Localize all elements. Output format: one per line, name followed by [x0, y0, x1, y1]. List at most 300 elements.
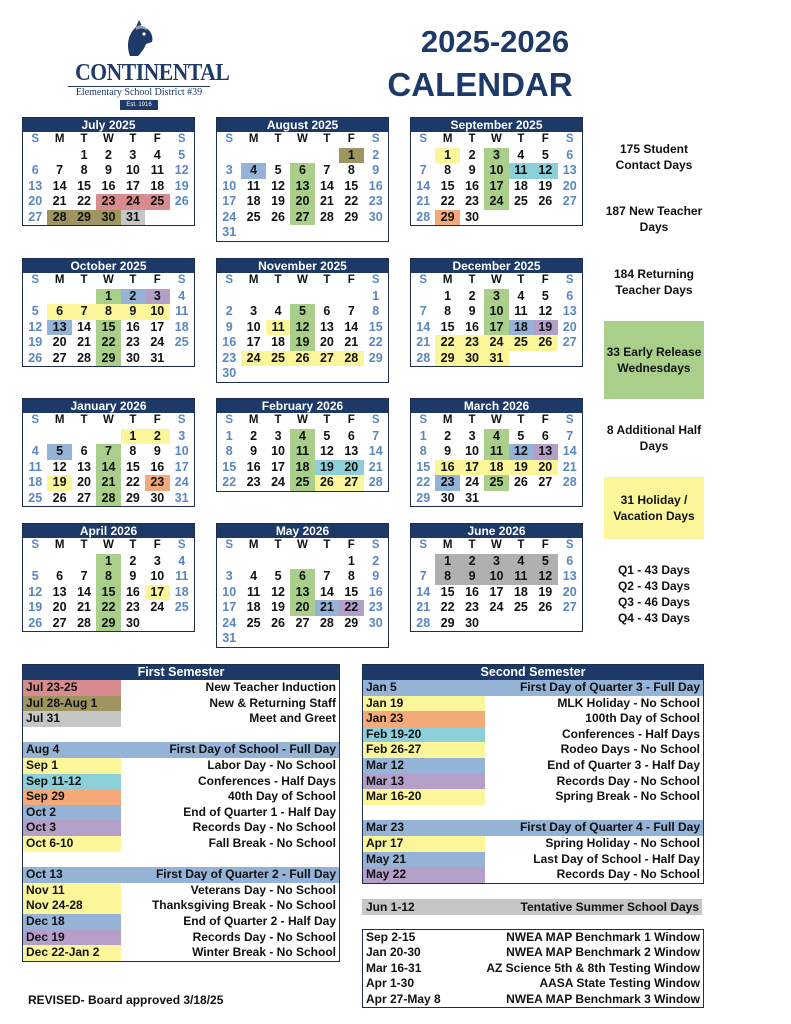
calendar-day: 25	[513, 194, 528, 208]
calendar-day: 27	[562, 194, 577, 208]
calendar-day: 23	[125, 335, 140, 349]
weekday-label: T	[80, 414, 88, 426]
weekday-label: M	[54, 414, 65, 426]
calendar-day: 8	[80, 163, 88, 177]
calendar-day: 15	[344, 584, 359, 599]
event-label: Records Day - No School	[192, 820, 336, 835]
summary-q3: Q3 - 46 Days	[617, 595, 691, 609]
calendar-day: 14	[77, 319, 91, 334]
calendar-day: 7	[419, 163, 427, 177]
calendar-day: 30	[460, 351, 484, 367]
summer-school-label: Tentative Summer School Days	[520, 900, 699, 914]
calendar-day: 29	[368, 350, 383, 365]
week-row	[217, 304, 388, 320]
calendar-day: 25	[28, 490, 43, 505]
calendar-empty-cell	[241, 366, 265, 382]
calendar-day: 20	[562, 584, 577, 599]
weekday-label: T	[323, 539, 331, 551]
calendar-day: 5	[47, 444, 71, 460]
calendar-empty-cell	[72, 554, 96, 570]
calendar-day: 29	[96, 351, 120, 367]
calendar-day: 1	[419, 428, 427, 443]
calendar-day: 28	[562, 475, 577, 489]
calendar-day: 6	[566, 147, 574, 162]
calendar-day: 20	[339, 460, 363, 476]
weekday-header-row	[411, 132, 582, 148]
calendar-day: 18	[290, 460, 314, 476]
calendar-day: 29	[344, 615, 359, 630]
calendar-day: 22	[440, 600, 455, 614]
calendar-day: 1	[96, 554, 120, 570]
weekday-label: T	[323, 414, 331, 426]
calendar-day: 6	[541, 428, 549, 443]
calendar-day: 2	[105, 147, 112, 162]
calendar-empty-cell	[217, 289, 241, 305]
calendar-day: 18	[246, 194, 261, 208]
weekday-label: S	[419, 274, 428, 286]
week-row	[217, 320, 388, 336]
weekday-label: T	[80, 274, 88, 286]
weekday-label: S	[31, 133, 40, 145]
weekday-label: S	[371, 414, 380, 426]
weekday-label: W	[297, 274, 308, 286]
calendar-day: 30	[150, 490, 165, 505]
calendar-day: 22	[435, 335, 459, 351]
calendar-day: 13	[319, 319, 334, 334]
calendar-day: 1	[225, 428, 233, 443]
calendar-day: 9	[444, 444, 452, 458]
calendar-day: 21	[52, 194, 67, 208]
event-label: Rodeo Days - No School	[560, 742, 700, 757]
month-title: June 2026	[411, 524, 582, 538]
calendar-day: 14	[52, 178, 67, 193]
calendar-day: 11	[266, 320, 290, 336]
weekday-label: M	[442, 133, 453, 145]
calendar-day: 14	[562, 444, 577, 458]
event-date: Sep 11-12	[23, 774, 121, 790]
calendar-day: 11	[514, 304, 528, 318]
calendar-day: 1	[435, 148, 459, 164]
summary-student-days: 175 Student Contact Days	[615, 142, 693, 172]
first-semester-table	[22, 664, 340, 962]
calendar-day: 1	[96, 289, 120, 305]
event-date: Dec 19	[23, 930, 121, 946]
calendar-empty-cell	[315, 148, 339, 164]
revision-note: REVISED- Board approved 3/18/25	[28, 993, 224, 1007]
weekday-header-row	[411, 538, 582, 554]
calendar-day: 8	[372, 304, 380, 318]
calendar-day: 9	[250, 444, 258, 458]
calendar-day: 10	[246, 319, 261, 334]
week-row	[411, 600, 582, 616]
calendar-day: 1	[347, 553, 355, 568]
event-label: 40th Day of School	[227, 789, 336, 804]
calendar-empty-cell	[290, 289, 314, 305]
weekday-label: W	[491, 133, 502, 145]
calendar-day: 10	[125, 163, 140, 177]
logo-established: Est. 1916	[120, 100, 158, 110]
weekday-label: T	[468, 539, 476, 551]
calendar-day: 23	[222, 350, 237, 365]
calendar-day: 29	[72, 210, 96, 226]
event-row	[363, 820, 703, 836]
calendar-day: 17	[246, 335, 261, 349]
week-row	[217, 616, 388, 632]
calendar-day: 20	[533, 460, 557, 476]
calendar-day: 5	[541, 147, 549, 162]
calendar-day: 16	[435, 460, 459, 476]
month-calendar	[216, 117, 389, 242]
calendar-day: 15	[77, 178, 91, 193]
calendar-day: 13	[290, 585, 314, 601]
weekday-label: M	[442, 539, 453, 551]
calendar-empty-cell	[364, 631, 388, 647]
calendar-day: 10	[145, 304, 169, 320]
weekday-label: S	[177, 133, 186, 145]
calendar-day: 5	[31, 569, 39, 583]
weekday-label: M	[442, 414, 453, 426]
calendar-day: 26	[271, 209, 285, 224]
week-row	[411, 194, 582, 210]
week-row	[217, 366, 388, 382]
weekday-label: S	[565, 414, 574, 426]
calendar-day: 1	[339, 148, 363, 164]
calendar-empty-cell	[145, 210, 169, 226]
calendar-day: 29	[435, 351, 459, 367]
month-calendar	[216, 398, 389, 492]
calendar-day: 21	[416, 335, 431, 349]
calendar-day: 25	[484, 475, 508, 491]
calendar-day: 10	[484, 304, 508, 320]
calendar-day: 21	[77, 335, 91, 349]
testing-window-row	[363, 992, 703, 1007]
spacer-row	[363, 805, 703, 821]
month-title: March 2026	[411, 399, 582, 413]
weekday-label: F	[541, 133, 549, 145]
calendar-day: 11	[509, 569, 533, 585]
calendar-empty-cell	[266, 366, 290, 382]
calendar-day: 6	[80, 444, 88, 458]
week-row	[23, 351, 194, 367]
calendar-day: 3	[225, 163, 233, 177]
calendar-day: 24	[121, 194, 145, 210]
calendar-day: 24	[150, 335, 165, 349]
event-row	[23, 836, 339, 852]
event-label: Spring Break - No School	[555, 789, 700, 804]
weekday-label: S	[177, 539, 186, 551]
calendar-day: 24	[174, 475, 189, 489]
weekday-label: T	[129, 414, 137, 426]
calendar-empty-cell	[241, 148, 265, 164]
calendar-day: 23	[460, 335, 484, 351]
calendar-empty-cell	[290, 631, 314, 647]
event-date: Sep 1	[23, 758, 121, 774]
calendar-day: 28	[416, 209, 431, 224]
calendar-empty-cell	[315, 366, 339, 382]
month-calendar	[22, 117, 195, 226]
calendar-day: 28	[77, 350, 91, 365]
calendar-empty-cell	[509, 210, 533, 226]
calendar-empty-cell	[170, 351, 194, 367]
calendar-empty-cell	[266, 631, 290, 647]
calendar-day: 2	[372, 147, 380, 162]
event-date: Oct 6-10	[23, 836, 121, 852]
week-row	[217, 569, 388, 585]
calendar-empty-cell	[364, 225, 388, 241]
week-row	[23, 210, 194, 226]
weekday-label: W	[103, 133, 114, 145]
event-label: Records Day - No School	[192, 929, 336, 944]
calendar-day: 22	[344, 194, 359, 208]
calendar-day: 17	[222, 194, 237, 208]
week-row	[411, 163, 582, 179]
calendar-day: 20	[77, 475, 91, 489]
calendar-day: 22	[440, 194, 455, 208]
week-row	[411, 335, 582, 351]
calendar-day: 30	[125, 350, 140, 365]
calendar-day: 13	[77, 459, 91, 474]
calendar-day: 9	[105, 163, 112, 177]
calendar-empty-cell	[558, 351, 582, 367]
calendar-empty-cell	[339, 289, 363, 305]
calendar-day: 15	[344, 178, 359, 193]
weekday-label: F	[153, 133, 161, 145]
weekday-label: T	[80, 539, 88, 551]
week-row	[217, 163, 388, 179]
weekday-label: S	[419, 539, 428, 551]
event-label: New Teacher Induction	[205, 680, 336, 694]
weekday-label: M	[54, 133, 65, 145]
calendar-day: 17	[145, 585, 169, 601]
week-row	[23, 148, 194, 164]
calendar-day: 25	[509, 335, 533, 351]
weekday-label: W	[491, 414, 502, 426]
calendar-day: 23	[368, 600, 383, 614]
calendar-day: 20	[290, 194, 314, 210]
calendar-day: 24	[222, 209, 237, 224]
calendar-day: 21	[368, 459, 383, 474]
week-row	[411, 554, 582, 570]
week-row	[411, 210, 582, 226]
calendar-day: 28	[319, 615, 334, 630]
calendar-empty-cell	[484, 616, 508, 632]
calendar-day: 7	[96, 444, 120, 460]
calendar-day: 20	[319, 335, 334, 349]
calendar-day: 27	[290, 210, 314, 226]
event-date: Jan 23	[363, 711, 485, 727]
calendar-day: 15	[440, 319, 455, 334]
mustang-head-icon	[116, 18, 162, 58]
weekday-label: T	[274, 274, 282, 286]
calendar-day: 7	[80, 569, 88, 583]
calendar-day: 12	[533, 569, 557, 585]
weekday-label: F	[153, 274, 161, 286]
weekday-label: W	[297, 133, 308, 145]
week-row	[411, 429, 582, 445]
calendar-day: 16	[465, 319, 479, 334]
calendar-day: 12	[174, 163, 189, 177]
calendar-day: 28	[319, 209, 334, 224]
calendar-day: 12	[271, 584, 285, 599]
summary-q2: Q2 - 43 Days	[617, 579, 691, 593]
calendar-day: 8	[96, 304, 120, 320]
calendar-empty-cell	[315, 554, 339, 570]
event-date: Jul 31	[23, 711, 121, 727]
calendar-day: 14	[96, 460, 120, 476]
weekday-label: M	[54, 539, 65, 551]
calendar-day: 2	[468, 288, 476, 303]
month-title: July 2025	[23, 118, 194, 132]
calendar-day: 12	[28, 584, 43, 599]
event-date: Mar 16-20	[363, 789, 485, 805]
calendar-empty-cell	[170, 616, 194, 632]
calendar-day: 25	[290, 475, 314, 491]
event-label: New & Returning Staff	[209, 695, 336, 710]
calendar-day: 16	[125, 319, 140, 334]
summer-school-date: Jun 1-12	[366, 900, 415, 914]
week-row	[23, 304, 194, 320]
event-row	[363, 852, 703, 868]
calendar-day: 7	[419, 569, 427, 583]
calendar-day: 1	[121, 429, 145, 445]
calendar-day: 18	[509, 320, 533, 336]
weekday-label: T	[468, 274, 476, 286]
spacer-row	[23, 852, 339, 868]
testing-window-label: NWEA MAP Benchmark 3 Window	[506, 991, 700, 1006]
calendar-day: 27	[339, 475, 363, 491]
calendar-day: 30	[465, 615, 479, 630]
calendar-day: 27	[52, 615, 67, 630]
calendar-day: 30	[125, 615, 140, 630]
event-row	[23, 898, 339, 914]
event-row	[23, 930, 339, 946]
calendar-day: 19	[271, 194, 285, 208]
calendar-empty-cell	[266, 148, 290, 164]
event-date: Jul 23-25	[23, 680, 121, 696]
week-row	[217, 554, 388, 570]
weekday-label: S	[371, 274, 380, 286]
calendar-day: 30	[465, 209, 479, 224]
calendar-day: 11	[175, 569, 189, 583]
event-row	[363, 711, 703, 727]
week-row	[23, 194, 194, 210]
calendar-empty-cell	[170, 210, 194, 226]
calendar-day: 14	[344, 319, 359, 334]
calendar-day: 5	[31, 304, 39, 318]
event-date: Feb 26-27	[363, 742, 485, 758]
weekday-label: T	[468, 133, 476, 145]
calendar-day: 4	[484, 429, 508, 445]
calendar-day: 3	[178, 428, 186, 443]
spacer-row	[23, 727, 339, 743]
calendar-day: 2	[444, 428, 452, 443]
calendar-empty-cell	[47, 429, 71, 445]
calendar-day: 17	[484, 179, 508, 195]
calendar-day: 4	[517, 147, 525, 162]
calendar-day: 11	[290, 444, 314, 460]
calendar-empty-cell	[364, 366, 388, 382]
month-title: May 2026	[217, 524, 388, 538]
calendar-day: 22	[222, 475, 237, 489]
calendar-year: 2025-2026	[420, 24, 570, 59]
calendar-day: 15	[416, 459, 431, 474]
calendar-day: 4	[241, 163, 265, 179]
calendar-day: 26	[290, 351, 314, 367]
weekday-header-row	[23, 413, 194, 429]
calendar-day: 18	[484, 460, 508, 476]
weekday-label: S	[177, 414, 186, 426]
calendar-day: 12	[28, 319, 43, 334]
calendar-day: 31	[174, 490, 189, 505]
calendar-day: 14	[416, 584, 431, 599]
calendar-day: 19	[28, 600, 43, 614]
calendar-day: 13	[533, 444, 557, 460]
calendar-day: 28	[368, 475, 383, 489]
calendar-day: 28	[416, 615, 431, 630]
weekday-label: F	[347, 133, 355, 145]
event-date: Sep 29	[23, 789, 121, 805]
calendar-day: 19	[509, 460, 533, 476]
logo-title: CONTINENTAL	[75, 60, 230, 86]
weekday-label: W	[491, 539, 502, 551]
event-label: Labor Day - No School	[207, 757, 336, 772]
week-row	[217, 460, 388, 476]
event-label: Spring Holiday - No School	[545, 835, 700, 850]
week-row	[23, 179, 194, 195]
calendar-day: 9	[468, 163, 476, 177]
week-row	[411, 475, 582, 491]
event-row	[23, 696, 339, 712]
calendar-day: 11	[247, 178, 261, 193]
calendar-day: 11	[484, 444, 508, 460]
calendar-day: 27	[295, 615, 310, 630]
calendar-day: 2	[468, 147, 476, 162]
calendar-empty-cell	[23, 148, 47, 164]
calendar-day: 9	[129, 569, 137, 583]
calendar-empty-cell	[266, 225, 290, 241]
event-date: Nov 11	[23, 883, 121, 899]
calendar-day: 3	[484, 554, 508, 570]
calendar-title: CALENDAR	[387, 66, 573, 103]
week-row	[217, 600, 388, 616]
calendar-day: 8	[435, 569, 459, 585]
testing-windows-table	[362, 929, 704, 1008]
calendar-day: 16	[125, 584, 140, 599]
event-date: Feb 19-20	[363, 727, 485, 743]
calendar-day: 27	[28, 209, 43, 224]
calendar-day: 21	[77, 600, 91, 614]
calendar-day: 23	[435, 475, 459, 491]
calendar-day: 22	[339, 600, 363, 616]
calendar-day: 21	[416, 600, 431, 614]
summary-holiday-days: 31 Holiday / Vacation Days	[604, 477, 704, 539]
calendar-day: 2	[372, 553, 380, 568]
month-title: February 2026	[217, 399, 388, 413]
week-row	[411, 491, 582, 507]
calendar-day: 9	[460, 569, 484, 585]
calendar-day: 28	[47, 210, 71, 226]
calendar-day: 7	[372, 428, 380, 443]
calendar-day: 8	[444, 304, 452, 318]
event-row	[363, 680, 703, 696]
weekday-header-row	[217, 413, 388, 429]
event-date: May 21	[363, 852, 485, 868]
event-row	[363, 758, 703, 774]
event-row	[363, 867, 703, 883]
calendar-day: 16	[150, 459, 165, 474]
week-row	[411, 148, 582, 164]
event-label: 100th Day of School	[585, 711, 700, 726]
